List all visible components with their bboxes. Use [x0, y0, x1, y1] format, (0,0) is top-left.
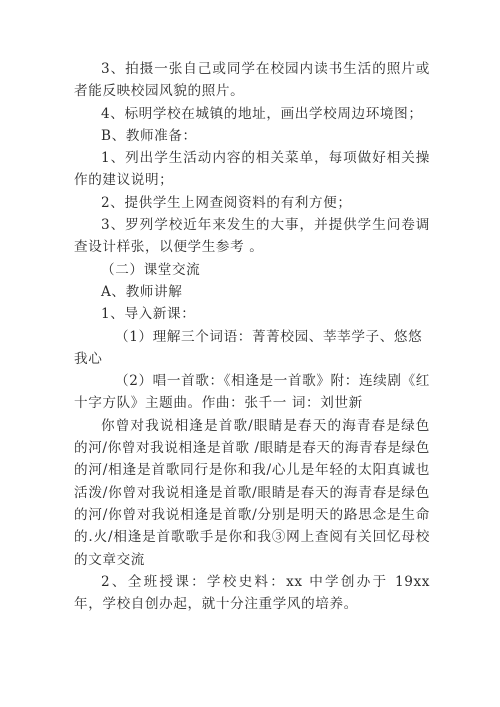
paragraph-school-history: 2、全班授课：学校史料：xx 中学创办于 19xx 年，学校自创办起，就十分注重学风的培养。	[74, 573, 430, 613]
paragraph-address-task: 4、标明学校在城镇的地址，画出学校周边环境图；	[101, 105, 423, 122]
paragraph-three-words: （1）理解三个词语：菁菁校园、莘莘学子、悠悠我心	[74, 328, 423, 367]
paragraph-internet-access: 2、提供学生上网查阅资料的有利方便；	[101, 194, 352, 211]
paragraph-song: （2）唱一首歌：《相逢是一首歌》附：连续剧《红十字方队》主题曲。作曲：张千一 词：刘世新	[74, 373, 430, 412]
paragraph-activity-menu: 1、列出学生活动内容的相关菜单，每项做好相关操作的建议说明；	[74, 150, 430, 189]
section-heading-classroom-exchange: （二）课堂交流	[101, 261, 201, 278]
paragraph-teacher-lecture: A、教师讲解	[101, 283, 183, 300]
paragraph-photo-task: 3、拍摄一张自己或同学在校园内读书生活的照片或者能反映校园风貌的照片。	[74, 61, 430, 100]
paragraph-school-events: 3、罗列学校近年来发生的大事，并提供学生问卷调查设计样张，以便学生参考 。	[74, 217, 430, 256]
paragraph-lesson-intro: 1、导入新课：	[101, 306, 196, 323]
paragraph-teacher-prep-heading: B、教师准备：	[101, 127, 197, 144]
paragraph-lyrics: 你曾对我说相逢是首歌/眼睛是春天的海青春是绿色的河/你曾对我说相逢是首歌 /眼睛是春天的海青春是绿色的河/相逢是首歌同行是你和我/心儿是年轻的太阳真诚也活泼/你曾对我说相逢是首歌/眼睛是春天的海青春是绿色的河/你曾对我说相逢是首歌/分别是明天的路思念是生命的.火/相逢是首歌歌手是你和我③网上查阅有关回忆母校的文章交流	[74, 417, 430, 568]
document-body	[74, 58, 430, 615]
